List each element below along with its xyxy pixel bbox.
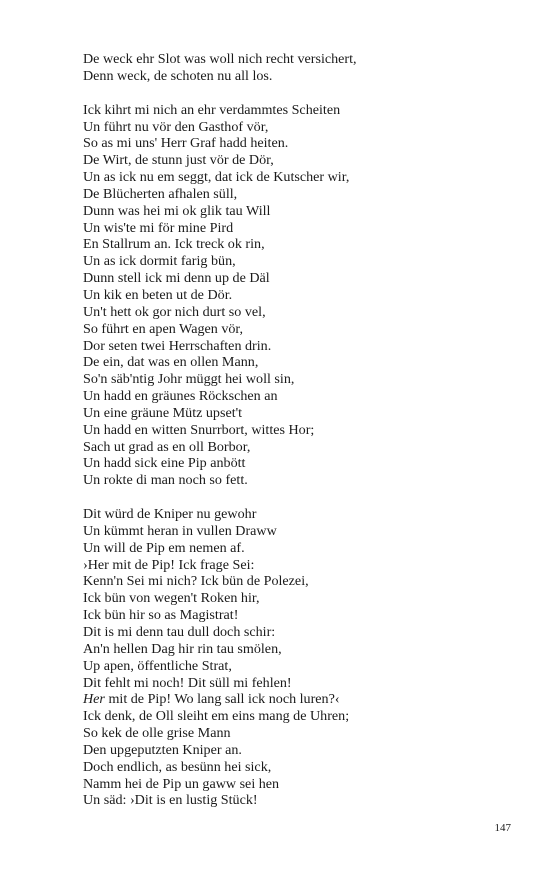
verse-line: Un hadd en gräunes Röckschen an: [83, 388, 278, 405]
verse-line: Dunn was hei mi ok glik tau Will: [83, 202, 271, 219]
verse-line: Un eine gräune Mütz upset't: [83, 404, 243, 421]
verse-line: En Stallrum an. Ick treck ok rin,: [83, 236, 265, 253]
verse-line: Ick kihrt mi nich an ehr verdammtes Scheiten: [83, 101, 341, 118]
verse-line: Un hadd en witten Snurrbort, wittes Hor;: [83, 421, 315, 438]
verse-line: Dunn stell ick mi denn up de Däl: [83, 270, 270, 287]
verse-line: Un kik en beten ut de Dör.: [83, 286, 233, 303]
verse-line: Un führt nu vör den Gasthof vör,: [83, 118, 269, 135]
verse-line: Un säd: ›Dit is en lustig Stück!: [83, 792, 258, 809]
stanza-1: [83, 51, 523, 85]
verse-line: Un rokte di man noch so fett.: [83, 472, 248, 489]
verse-line: So as mi uns' Herr Graf hadd heiten.: [83, 135, 289, 152]
verse-line: Den upgeputzten Kniper an.: [83, 741, 242, 758]
verse-line: Un't hett ok gor nich durt so vel,: [83, 303, 266, 320]
verse-line: Ick bün hir so as Magistrat!: [83, 607, 239, 624]
verse-line: De Blücherten afhalen süll,: [83, 185, 238, 202]
verse-line: Dit fehlt mi noch! Dit süll mi fehlen!: [83, 674, 292, 691]
page-number: 147: [494, 822, 511, 834]
verse-line: Un as ick dormit farig bün,: [83, 253, 236, 270]
verse-line: Un will de Pip em nemen af.: [83, 539, 245, 556]
verse-line: So'n säb'ntig Johr müggt hei woll sin,: [83, 371, 295, 388]
stanza-3: [83, 506, 523, 809]
verse-line: Un as ick nu em seggt, dat ick de Kutscher wir,: [83, 169, 350, 186]
verse-line: Sach ut grad as en oll Borbor,: [83, 438, 251, 455]
verse-line: De ein, dat was en ollen Mann,: [83, 354, 259, 371]
verse-line-italic-start: [83, 691, 523, 708]
verse-line: Dor seten twei Herrschaften drin.: [83, 337, 272, 354]
verse-line: De Wirt, de stunn just vör de Dör,: [83, 152, 274, 169]
verse-line: An'n hellen Dag hir rin tau smölen,: [83, 640, 282, 657]
verse-line: Kenn'n Sei mi nich? Ick bün de Polezei,: [83, 573, 309, 590]
verse-line-rest: mit de Pip! Wo lang sall ick noch luren?‹: [104, 691, 340, 708]
verse-line: Doch endlich, as besünn hei sick,: [83, 758, 272, 775]
verse-line: De weck ehr Slot was woll nich recht versichert,: [83, 51, 357, 67]
verse-line: Namm hei de Pip un gaww sei hen: [83, 775, 280, 792]
stanza-2: [83, 102, 523, 489]
verse-line: Ick bün von wegen't Roken hir,: [83, 590, 260, 607]
verse-line: Un hadd sick eine Pip anbött: [83, 455, 246, 472]
verse-line: Un wis'te mi för mine Pird: [83, 219, 234, 236]
verse-line: Denn weck, de schoten nu all los.: [83, 67, 273, 84]
verse-line: So führt en apen Wagen vör,: [83, 320, 244, 337]
italic-word: Her: [83, 691, 105, 708]
verse-line: Un kümmt heran in vullen Draww: [83, 522, 277, 539]
verse-line: Dit würd de Kniper nu gewohr: [83, 506, 257, 523]
verse-line: Dit is mi denn tau dull doch schir:: [83, 624, 276, 640]
verse-line: Up apen, öffentliche Strat,: [83, 657, 232, 674]
verse-line: Ick denk, de Oll sleiht em eins mang de Uhren;: [83, 708, 350, 725]
verse-line: So kek de olle grise Mann: [83, 725, 231, 742]
verse-line: ›Her mit de Pip! Ick frage Sei:: [83, 556, 255, 573]
poem-text: [83, 51, 523, 826]
